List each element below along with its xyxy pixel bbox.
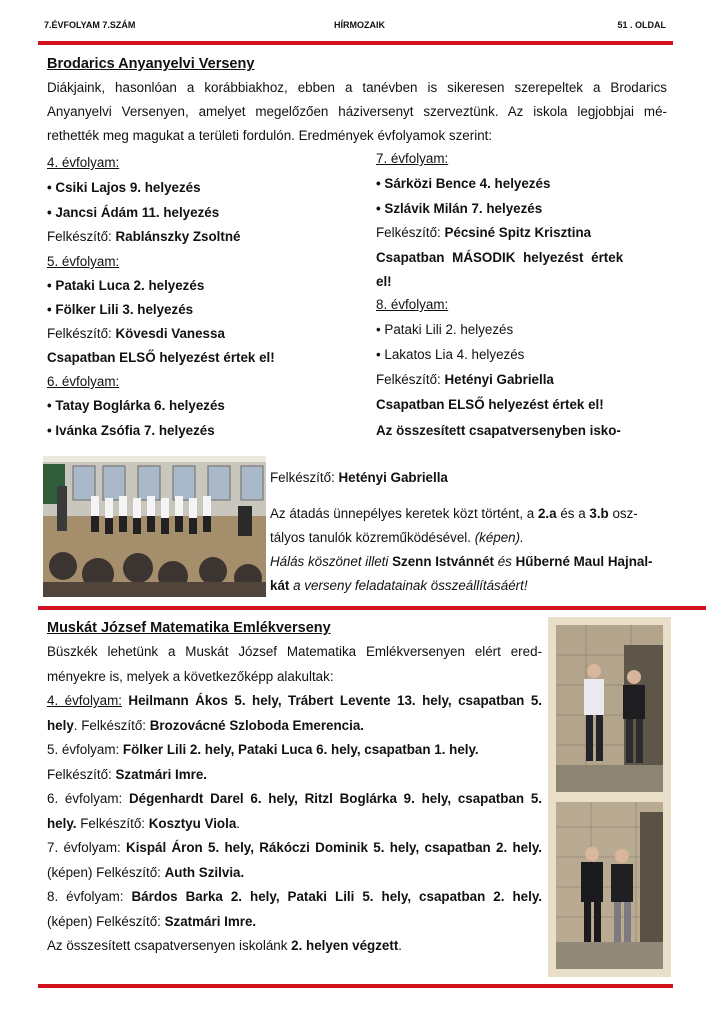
result-text: • Ivánka Zsófia 7. helyezés xyxy=(47,423,215,438)
result-line xyxy=(47,302,193,317)
grade4-line: 4. évfolyam: Heilmann Ákos 5. hely, Trábert Levente 13. hely, csapatban 5. xyxy=(47,693,542,708)
intro-line: Diákjaink, hasonlóan a korábbiakhoz, ebben a tanévben is sikeresen szerepeltek a Brodarics xyxy=(47,80,667,95)
grade8-line: 8. évfolyam: Bárdos Barka 2. hely, Pataki Lili 5. hely, csapatban 2. hely. xyxy=(47,889,542,904)
section-divider-rule xyxy=(38,606,706,610)
grade-heading: 5. évfolyam: xyxy=(47,254,120,269)
result-line xyxy=(47,398,225,413)
photo-grade8-image xyxy=(556,802,663,969)
result-text: Az összesített csapatversenyben isko- xyxy=(376,423,621,438)
grade-heading: 6. évfolyam: xyxy=(47,374,120,389)
result-text: • Fölker Lili 3. helyezés xyxy=(47,302,194,317)
page-number: 51 . OLDAL xyxy=(617,20,666,30)
result-line xyxy=(47,423,215,438)
ceremony-photo xyxy=(43,456,266,597)
preparer-label: Felkészítő: xyxy=(376,372,445,387)
result-line xyxy=(376,201,542,216)
result-text: • Csiki Lajos 9. helyezés xyxy=(47,180,201,195)
result-line xyxy=(47,180,201,195)
preparer-name: Hetényi Gabriella xyxy=(444,372,554,387)
preparer-name: Pécsiné Spitz Krisztina xyxy=(444,225,592,240)
result-text: • Tatay Boglárka 6. helyezés xyxy=(47,398,225,413)
photo-grade7-image xyxy=(556,625,663,792)
grade-heading: 8. évfolyam: xyxy=(376,297,449,312)
result-text: • Pataki Luca 2. helyezés xyxy=(47,278,205,293)
result-line xyxy=(47,229,240,244)
ceremony-photo-image xyxy=(43,456,266,597)
result-line xyxy=(376,176,550,191)
page-header xyxy=(44,20,666,34)
grade-heading: 7. évfolyam: xyxy=(376,151,449,166)
result-line xyxy=(376,322,513,337)
section-title-muskat: Muskát József Matematika Emlékverseny xyxy=(47,620,331,636)
grade-heading: 4. évfolyam: xyxy=(47,155,120,170)
photo-grade8-students xyxy=(556,802,663,969)
section2-body: Büszkék lehetünk a Muskát József Matematika Emlékversenyen elért ered- ményekre is, melyek a következőképp alakultak: 4. évfolyam: Heilmann Ákos 5. hely, Trábert Levente 13. hely, csapatban 5. hely. Felkészítő: Brozovácné Szloboda Emerencia. 5. évfolyam: Fölker Lili 2. hely, Pataki Luca 6. hely, csapatban 1. hely. Felkészítő: Szatmári Imre. 6. évfolyam: Dégenhardt Darel 6. hely, Ritzl Boglárka 9. hely, csapatban 5. hely. Felkészítő: Kosztyu Viola. 7. évfolyam: Kispál Áron 5. hely, Rákóczi Dominik 5. hely, csapatban 2. hely. (képen) Felkészítő: Auth Szilvia. 8. évfolyam: Bárdos Barka 2. hely, Pataki Lili 5. hely, csapatban 2. hely. (képen) Felkészítő: Szatmári Imre. Az összesített csapatversenyen iskolánk 2. helyen végzett. xyxy=(47,640,542,959)
summary-line: Az összesített csapatversenyen iskolánk 2. helyen végzett. xyxy=(47,938,403,953)
section-title-brodarics: Brodarics Anyanyelvi Verseny xyxy=(47,56,255,72)
section1-after-photo: Felkészítő: Hetényi Gabriella Az átadás ünnepélyes keretek közt történt, a 2.a és a 3.b osz- tályos tanulók közreműködésével. (képen). Hálás köszönet illeti Szenn Istvánnét és Hűberné Maul Hajnal- kát a verseny feladatainak összeállításáért! xyxy=(270,470,653,593)
result-text: • Sárközi Bence 4. helyezés xyxy=(376,176,551,191)
result-text: Csapatban ELSŐ helyezést értek el! xyxy=(376,397,604,412)
preparer-label: Felkészítő: xyxy=(47,326,116,341)
grade6-line: 6. évfolyam: Dégenhardt Darel 6. hely, Ritzl Boglárka 9. hely, csapatban 5. xyxy=(47,791,542,806)
result-line xyxy=(376,423,621,438)
result-line xyxy=(376,372,554,387)
result-text: • Szlávik Milán 7. helyezés xyxy=(376,201,543,216)
result-line xyxy=(376,347,524,362)
preparer-name: Hetényi Gabriella xyxy=(338,470,448,485)
result-line xyxy=(376,250,623,265)
photo-grade7-students xyxy=(556,625,663,792)
result-text: • Lakatos Lia 4. helyezés xyxy=(376,347,525,362)
preparer-label: Felkészítő: xyxy=(376,225,445,240)
grade7-line: 7. évfolyam: Kispál Áron 5. hely, Rákóczi Dominik 5. hely, csapatban 2. hely. xyxy=(47,840,542,855)
section1-intro xyxy=(47,76,667,148)
result-text: • Jancsi Ádám 11. helyezés xyxy=(47,205,220,220)
preparer-name: Rablánszky Zsoltné xyxy=(115,229,241,244)
result-line xyxy=(47,254,119,269)
result-line xyxy=(47,326,225,341)
result-line xyxy=(47,278,204,293)
result-text: el! xyxy=(376,274,392,289)
grade5-line: 5. évfolyam: Fölker Lili 2. hely, Pataki Luca 6. hely, csapatban 1. hely. xyxy=(47,742,479,757)
preparer-label: Felkészítő: xyxy=(47,229,116,244)
footer-rule xyxy=(38,984,673,988)
result-line xyxy=(376,297,448,312)
result-line xyxy=(47,374,119,389)
magazine-title: HÍRMOZAIK xyxy=(334,20,385,30)
intro-line: rethették meg magukat a területi fordulón. Eredmények évfolyamok szerint: xyxy=(47,128,493,143)
preparer-name: Kövesdi Vanessa xyxy=(115,326,225,341)
result-line xyxy=(376,397,604,412)
result-line xyxy=(376,274,392,289)
result-text: Csapatban MÁSODIK helyezést értek xyxy=(376,250,624,265)
result-line xyxy=(376,151,448,166)
result-line xyxy=(376,225,591,240)
intro-line: Anyanyelvi Versenyen, amelyet megelőzően háziversenyt szerveztünk. Az iskola legjobbjai mé- xyxy=(47,104,667,119)
result-line xyxy=(47,350,275,365)
result-line xyxy=(47,205,219,220)
header-rule xyxy=(38,41,673,45)
result-text: • Pataki Lili 2. helyezés xyxy=(376,322,514,337)
issue-label: 7.ÉVFOLYAM 7.SZÁM xyxy=(44,20,136,30)
result-text: Csapatban ELSŐ helyezést értek el! xyxy=(47,350,275,365)
result-line xyxy=(47,155,119,170)
